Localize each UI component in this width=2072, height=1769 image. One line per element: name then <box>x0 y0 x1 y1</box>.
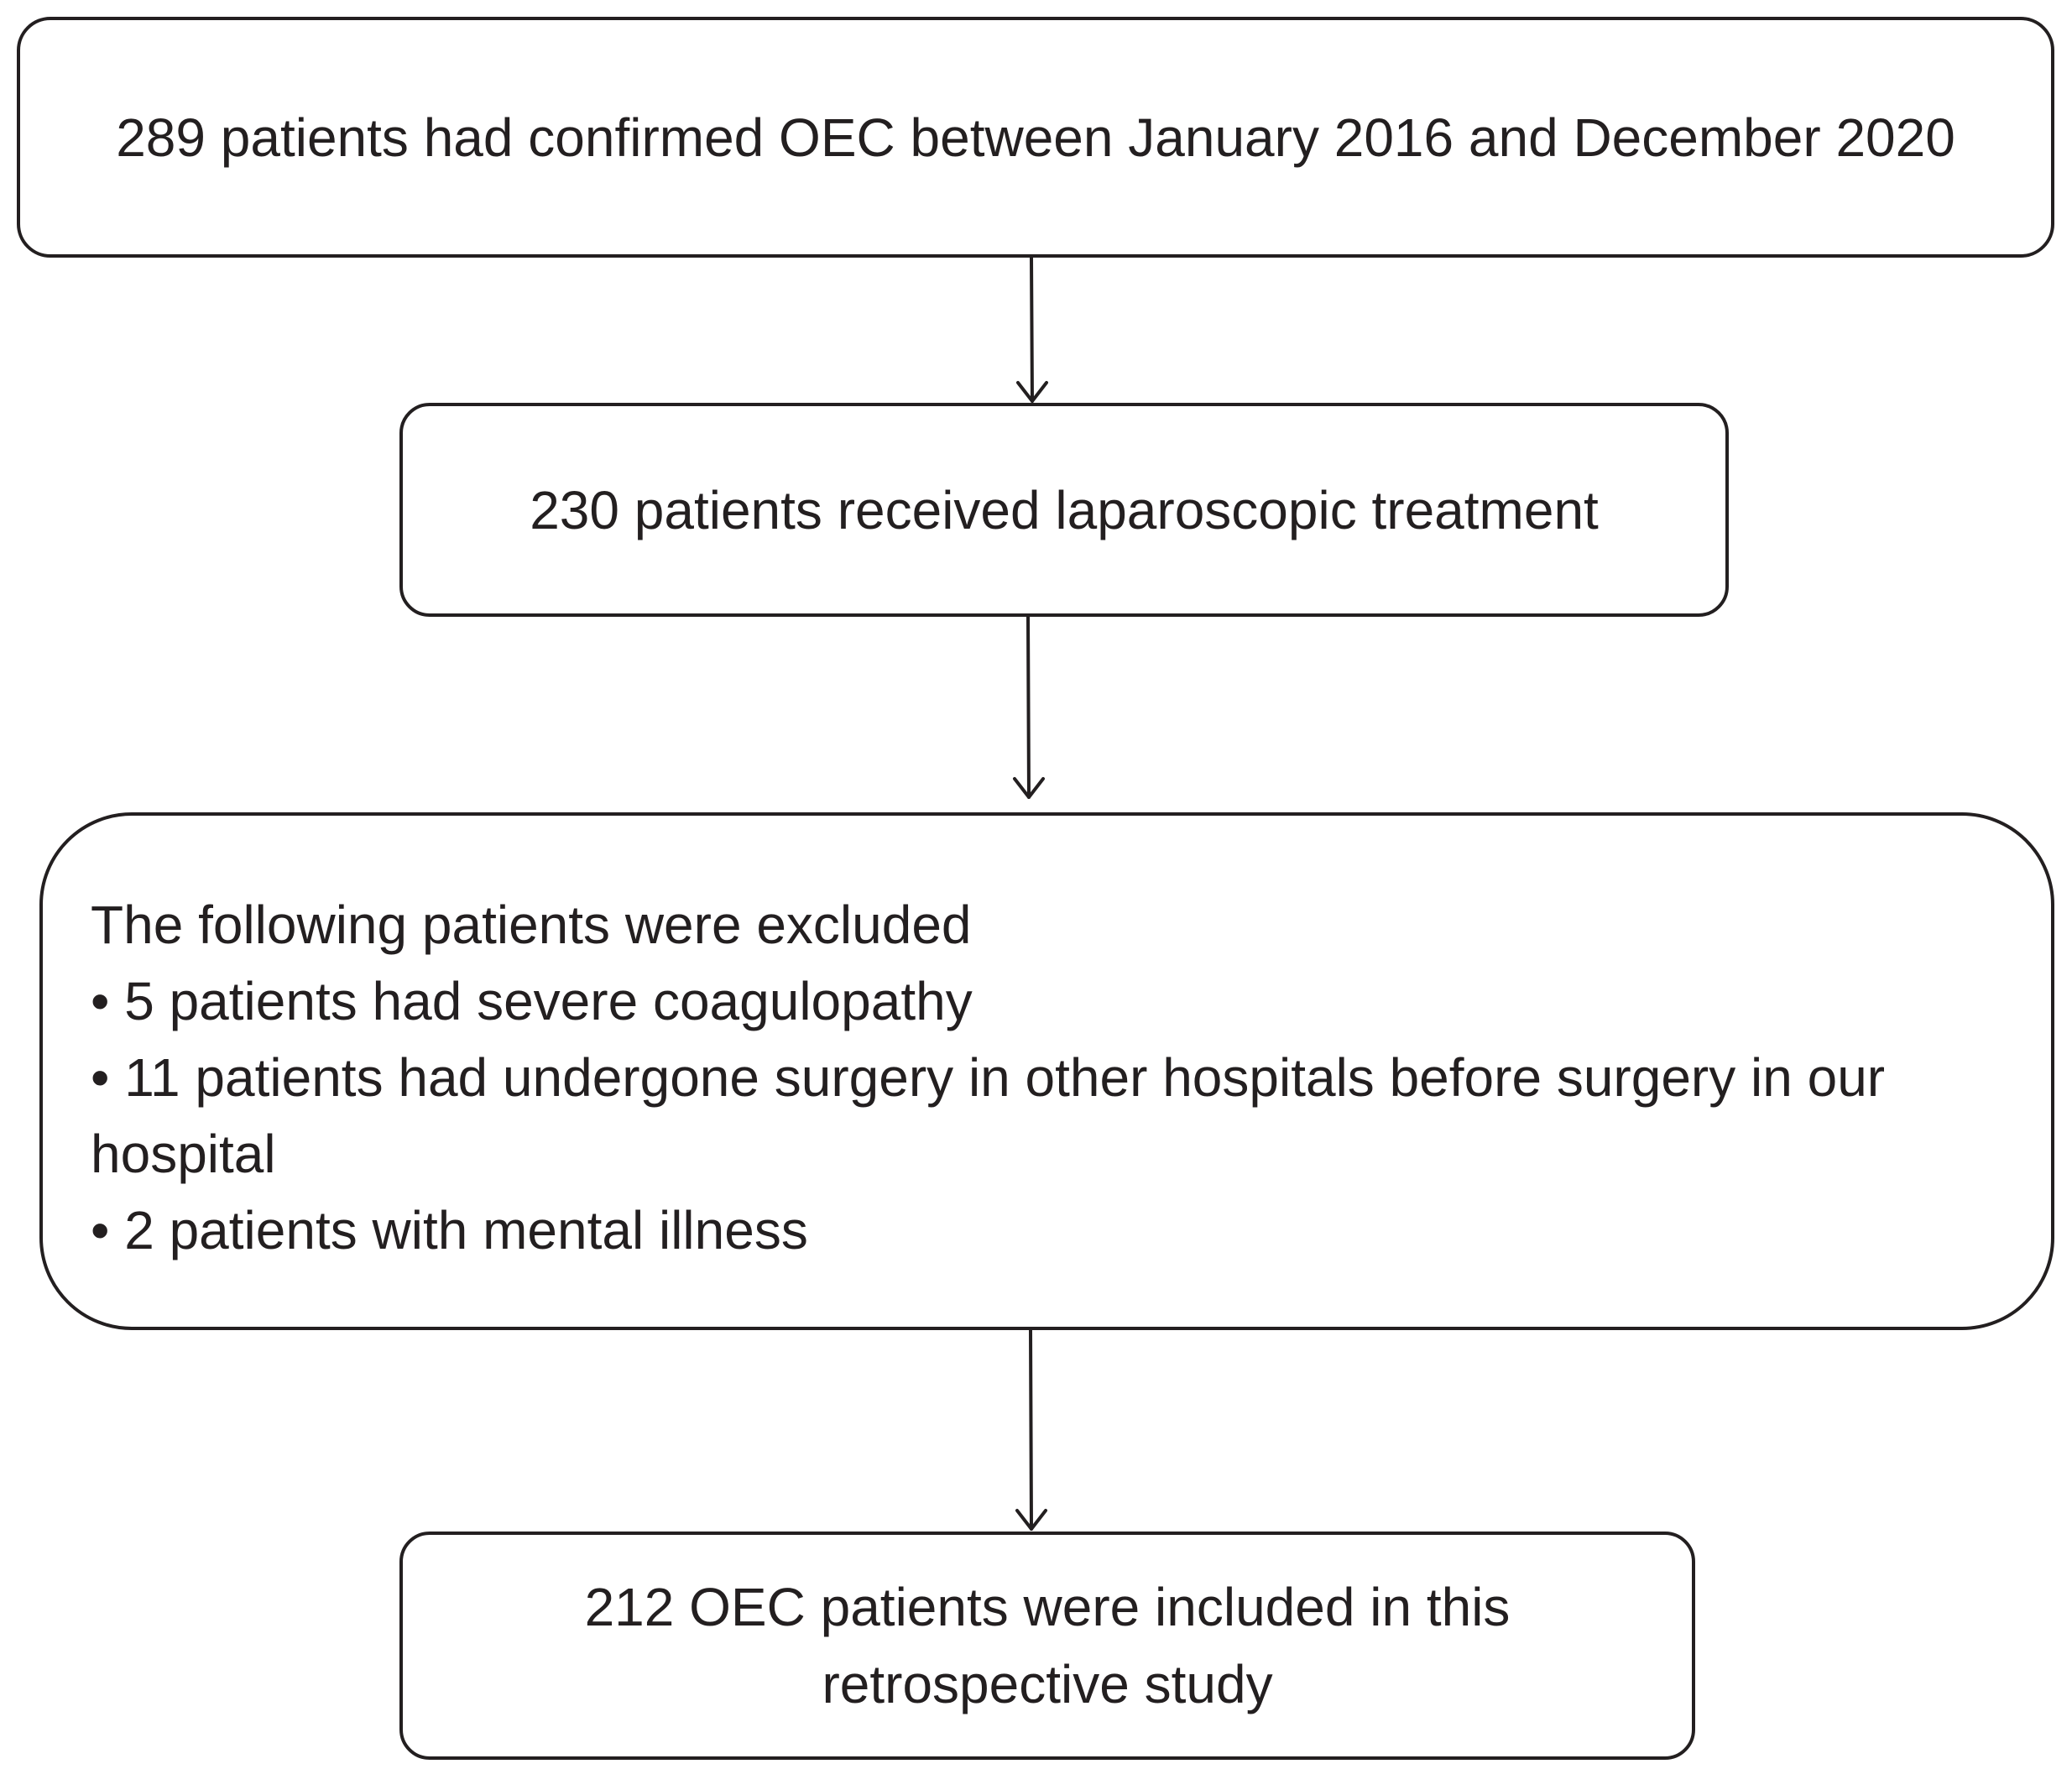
flow-box-included-line-2: retrospective study <box>822 1654 1273 1714</box>
exclusion-item: • 11 patients had undergone surgery in other hospitals before surgery in our hospital <box>91 1047 1886 1184</box>
exclusions-heading: The following patients were excluded <box>91 895 972 955</box>
arrow-2-to-3 <box>1015 617 1043 797</box>
flow-box-laparoscopic <box>399 403 1729 617</box>
flow-box-laparoscopic-text: 230 patients received laparoscopic treatment <box>530 479 1599 540</box>
exclusion-item: • 2 patients with mental illness <box>91 1200 808 1260</box>
flow-box-included <box>399 1532 1695 1760</box>
arrow-1-to-2 <box>1018 258 1046 401</box>
exclusion-item: • 5 patients had severe coagulopathy <box>91 971 973 1031</box>
arrow-3-to-4 <box>1017 1330 1046 1529</box>
flow-box-confirmed-oec-text: 289 patients had confirmed OEC between January 2016 and December 2020 <box>116 107 1955 168</box>
flow-box-exclusions <box>39 812 2054 1330</box>
flow-box-confirmed-oec <box>17 17 2054 258</box>
flow-box-included-line-1: 212 OEC patients were included in this <box>584 1577 1511 1637</box>
